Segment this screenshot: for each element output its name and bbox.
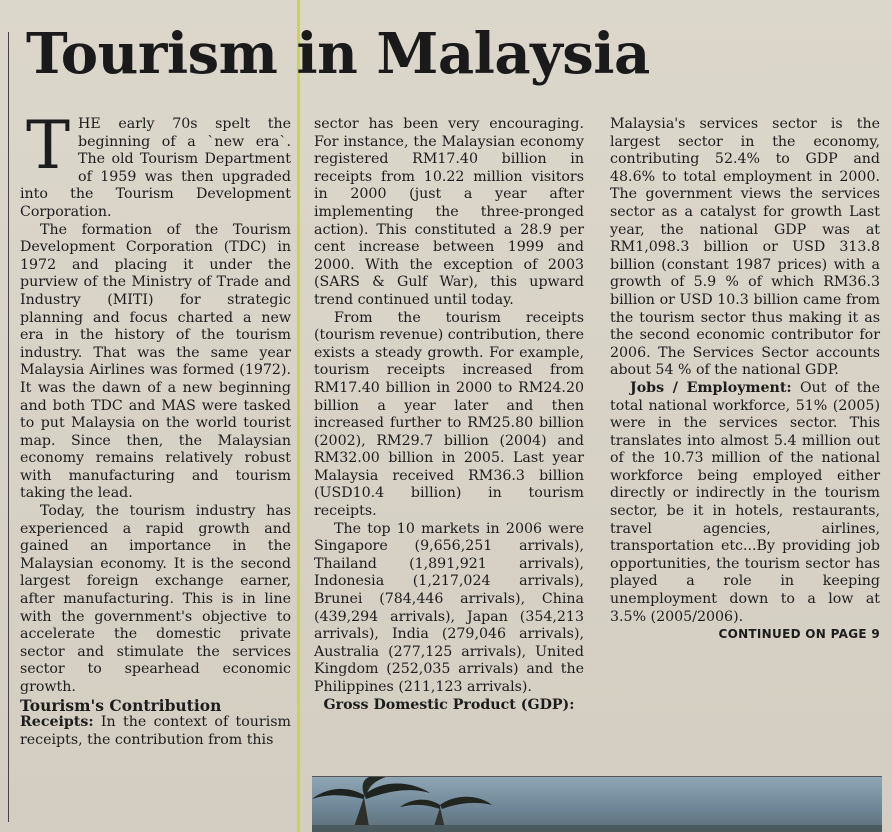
col1-paragraph-2: The formation of the Tourism Development Corporation (TDC) in 1972 and placing it under the purview of the Ministry of Trade and Industry (MITI) for strategic planning and focus charted a new era in the history of the tourism industry. That was the same year Malaysia Airlines was formed (1972). It was the dawn of a new beginning and both TDC and MAS were tasked to put Malaysia on the world tourist map. Since then, the Malaysian economy remains relatively robust with manufacturing and tourism taking the lead. [20,221,291,502]
article-column-1 [20,107,291,749]
col1-paragraph-1: HE early 70s spelt the beginning of a `new era`. The old Tourism Department of 1959 was then upgraded into the Tourism Development Corporation. [20,116,291,220]
col2-paragraph-2: From the tourism receipts (tourism revenue) contribution, there exists a steady growth. For example, tourism receipts increased from RM17.40 billion in 2000 to RM24.20 billion a year later and then increased further to RM25.80 billion (2002), RM29.7 billion (2004) and RM32.00 billion in 2005. Last year Malaysia received RM36.3 billion (USD10.4 billion) in tourism receipts. [314,309,584,520]
continued-on-page-link[interactable]: CONTINUED ON PAGE 9 [718,627,880,642]
col1-paragraph-3: Today, the tourism industry has experienced a rapid growth and gained an importance in the Malaysian economy. It is the second largest foreign exchange earner, after manufacturing. This is in line with the government's objective to accelerate the domestic private sector and stimulate the services sector to spearhead economic growth. [20,503,291,695]
col3-paragraph-2 [610,380,880,626]
section-heading-gdp: Gross Domestic Product (GDP): [323,696,575,713]
article-title: Tourism in Malaysia [26,21,650,87]
jobs-label: Jobs / Employment: [630,379,792,396]
palm-tree-image [312,777,882,832]
receipts-text: In the context of tourism receipts, the contribution from this [20,714,291,748]
fold-highlight-line [297,0,300,832]
jobs-text: Out of the total national workforce, 51% (2005) were in the services sector. This translates into almost 5.4 million out of the 10.73 million of the national workforce being employed either directly or indirectly in the tourism sector, be it in hotels, restaurants, travel agencies, airlines, transportation etc...By providing job opportunities, the tourism sector has played a role in keeping unemployment down to a low at 3.5% (2005/2006). [610,379,880,625]
section-heading-contribution: Tourism's Contribution [20,695,222,715]
receipts-label: Receipts: [20,714,94,731]
article-column-3 [610,116,880,644]
beach-photo [312,776,882,832]
drop-cap: T [26,107,71,184]
col2-paragraph-3: The top 10 markets in 2006 were Singapore (9,656,251 arrivals), Thailand (1,891,921 arrivals), Indonesia (1,217,024 arrivals), Brunei (784,446 arrivals), China (439,294 arrivals), Japan (354,213 arrivals), India (279,046 arrivals), Australia (277,125 arrivals), United Kingdom (252,035 arrivals) and the Philippines (211,123 arrivals). [314,520,584,695]
column-rule-left [8,32,9,822]
article-column-2 [314,116,584,714]
col3-paragraph-1: Malaysia's services sector is the largest sector in the economy, contributing 52.4% to GDP and 48.6% to total employment in 2000. The government views the services sector as a catalyst for growth Last year, the national GDP was at RM1,098.3 billion or USD 313.8 billion (constant 1987 prices) with a growth of 5.9 % of which RM36.3 billion or USD 10.3 billion came from the tourism sector thus making it as the second economic contributor for 2006. The Services Sector accounts about 54 % of the national GDP. [610,116,880,379]
col1-paragraph-4 [20,714,291,749]
col2-paragraph-1: sector has been very encouraging. For instance, the Malaysian economy registered RM17.40 billion in receipts from 10.22 million visitors in 2000 (just a year after implementing the three-pronged action). This constituted a 28.9 per cent increase between 1999 and 2000. With the exception of 2003 (SARS & Gulf War), this upward trend continued until today. [314,116,584,308]
